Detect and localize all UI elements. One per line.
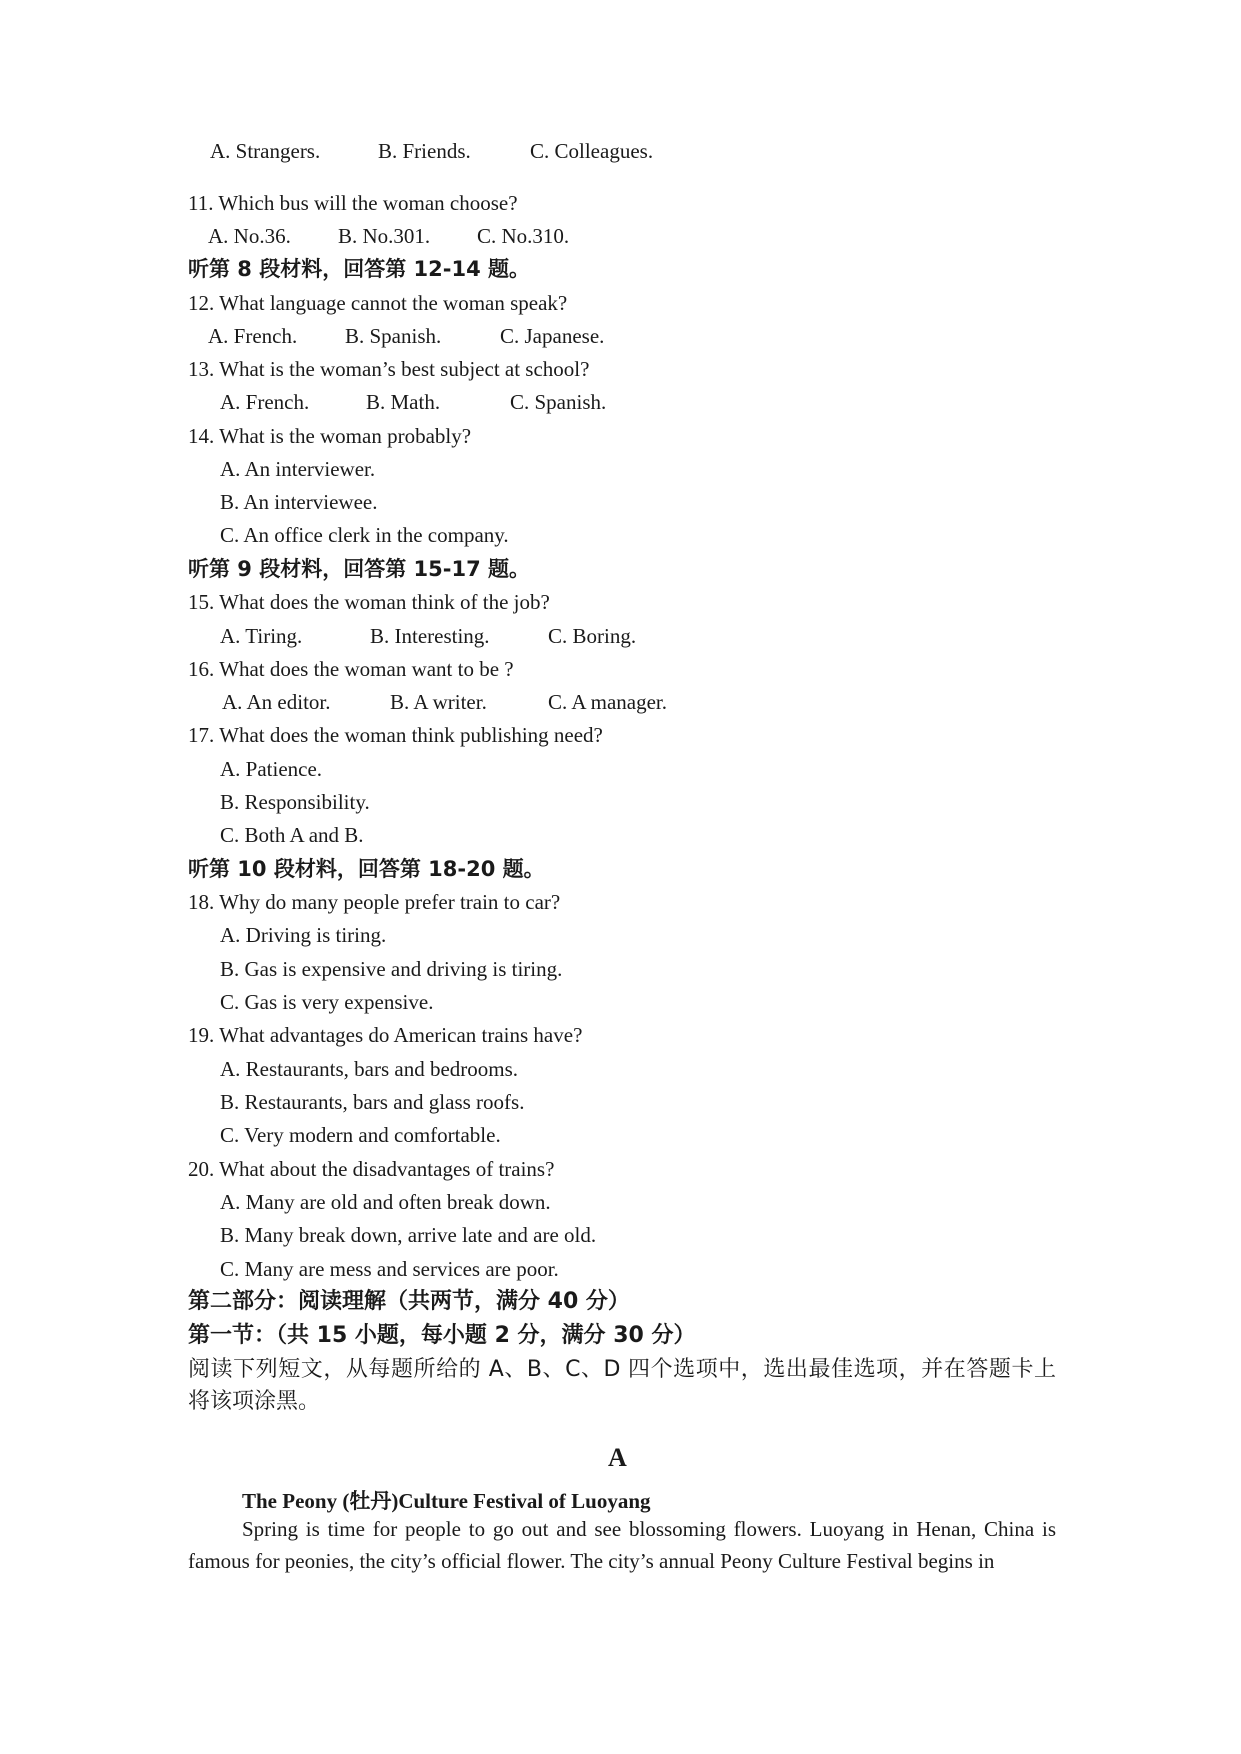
question-14: 14. What is the woman probably? [188, 424, 472, 448]
question-18: 18. Why do many people prefer train to car? [188, 890, 561, 914]
option: A. French. [208, 324, 298, 348]
section-one-heading: 第一节：（共 15 小题，每小题 2 分，满分 30 分） [188, 1323, 696, 1348]
option: A. An editor. [222, 690, 331, 714]
option: B. Friends. [378, 139, 471, 163]
section-heading-8: 听第 8 段材料，回答第 12-14 题。 [188, 257, 531, 281]
option: C. Boring. [548, 624, 637, 648]
option: A. Strangers. [210, 139, 321, 163]
option: B. Many break down, arrive late and are old. [220, 1223, 597, 1247]
option: A. Many are old and often break down. [220, 1190, 551, 1214]
option: A. French. [220, 390, 310, 414]
option: C. Many are mess and services are poor. [220, 1257, 559, 1281]
section-heading-10: 听第 10 段材料，回答第 18-20 题。 [188, 857, 545, 881]
option: B. A writer. [390, 690, 487, 714]
option: A. Driving is tiring. [220, 923, 387, 947]
option: B. Math. [366, 390, 441, 414]
question-12: 12. What language cannot the woman speak? [188, 291, 568, 315]
passage-letter: A [608, 1443, 627, 1472]
option: C. A manager. [548, 690, 667, 714]
option: C. Both A and B. [220, 823, 364, 847]
part-two-heading: 第二部分：阅读理解（共两节，满分 40 分） [188, 1289, 630, 1314]
passage-title: The Peony (牡丹)Culture Festival of Luoyang [242, 1489, 651, 1513]
option: C. Gas is very expensive. [220, 990, 434, 1014]
option: C. Colleagues. [530, 139, 654, 163]
question-16: 16. What does the woman want to be ? [188, 657, 514, 681]
option: B. An interviewee. [220, 490, 378, 514]
section-heading-9: 听第 9 段材料，回答第 15-17 题。 [188, 557, 531, 581]
option: B. Interesting. [370, 624, 490, 648]
instructions: 阅读下列短文，从每题所给的 A、B、C、D 四个选项中，选出最佳选项，并在答题卡上将该项涂黑。 [188, 1357, 1056, 1414]
question-17: 17. What does the woman think publishing need? [188, 723, 603, 747]
question-19: 19. What advantages do American trains have? [188, 1023, 583, 1047]
question-11: 11. Which bus will the woman choose? [188, 191, 518, 215]
option: C. Spanish. [510, 390, 607, 414]
option: B. Spanish. [345, 324, 442, 348]
option: A. Restaurants, bars and bedrooms. [220, 1057, 519, 1081]
passage-paragraph: Spring is time for people to go out and see blossoming flowers. Luoyang in Henan, China is famous for peonies, the city’s official flower. The city’s annual Peony Culture Festival begins in [188, 1517, 1056, 1573]
option: A. No.36. [208, 224, 291, 248]
option: A. Patience. [220, 757, 323, 781]
option: C. Very modern and comfortable. [220, 1123, 501, 1147]
option: A. Tiring. [220, 624, 303, 648]
question-20: 20. What about the disadvantages of trains? [188, 1157, 555, 1181]
option: B. No.301. [338, 224, 431, 248]
question-15: 15. What does the woman think of the job? [188, 590, 550, 614]
question-13: 13. What is the woman’s best subject at school? [188, 357, 590, 381]
option: B. Responsibility. [220, 790, 370, 814]
option: B. Gas is expensive and driving is tiring. [220, 957, 563, 981]
option: C. An office clerk in the company. [220, 523, 509, 547]
option: A. An interviewer. [220, 457, 376, 481]
option: C. No.310. [477, 224, 570, 248]
option: C. Japanese. [500, 324, 605, 348]
option: B. Restaurants, bars and glass roofs. [220, 1090, 525, 1114]
